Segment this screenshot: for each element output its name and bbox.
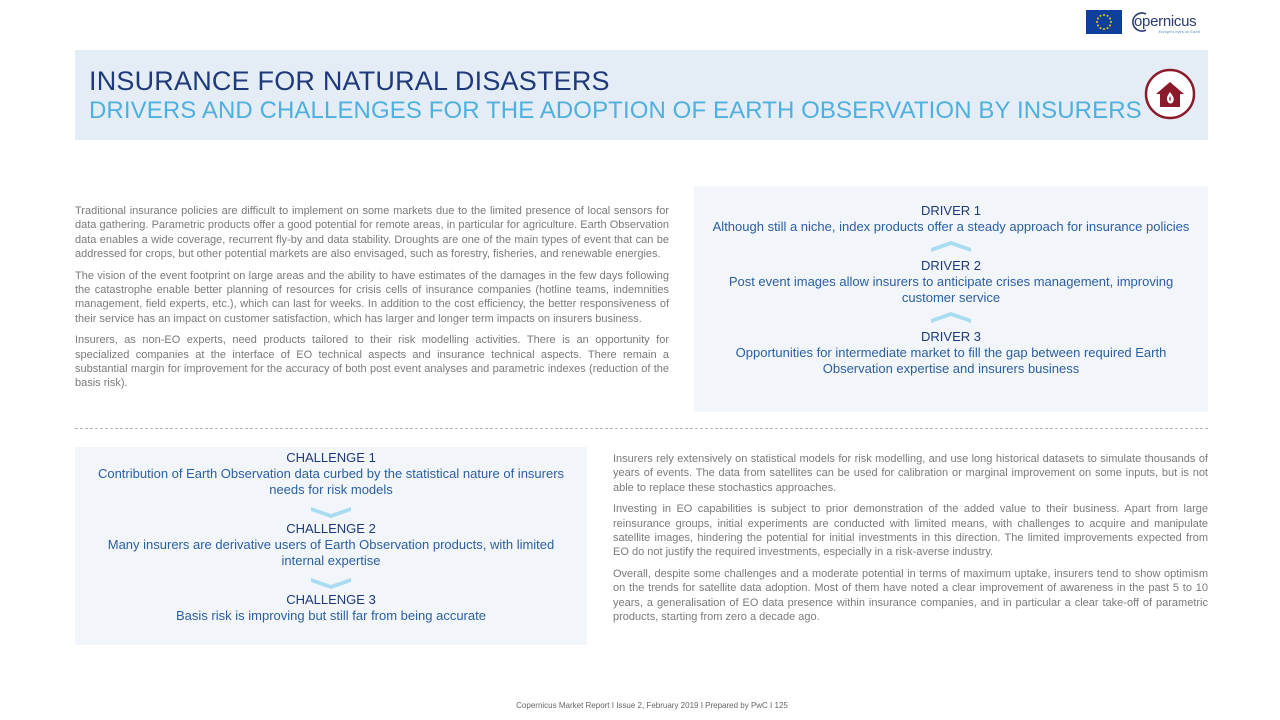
header-band — [75, 50, 1208, 140]
right-text-column — [613, 452, 1208, 631]
page-subtitle: DRIVERS AND CHALLENGES FOR THE ADOPTION OF EARTH OBSERVATION BY INSURERS — [89, 97, 1142, 124]
left-paragraph: The vision of the event footprint on large areas and the ability to have estimates of the damages in the few days following the catastrophe enable better planning of resources for crisis cells of insurance companies (hotline teams, indemnities management, field experts, etc.), which can last for weeks. In addition to the cost efficiency, the better responsiveness of their service has an impact on customer satisfaction, which has larger and longer term impacts on insurers business. — [75, 269, 669, 325]
challenges-box — [75, 447, 587, 645]
driver-1-text: Although still a niche, index products offer a steady approach for insurance policies — [712, 219, 1190, 234]
copernicus-logo — [1130, 9, 1202, 35]
left-paragraph: Insurers, as non-EO experts, need products tailored to their risk modelling activities. There is an opportunity for specialized companies at the interface of EO technical aspects and insurance technical aspects. There remain a substantial margin for improvement for the accuracy of both post event analyses and parametric indexes (reduction of the basis risk). — [75, 334, 669, 390]
challenge-2-heading: CHALLENGE 2 — [286, 521, 376, 536]
logo-group — [1086, 9, 1202, 35]
house-fire-icon — [1144, 68, 1196, 120]
driver-2-text: Post event images allow insurers to anticipate crises management, improving customer service — [728, 274, 1174, 305]
chevron-up-icon — [929, 311, 973, 327]
left-text-column — [75, 204, 669, 398]
page-footer: Copernicus Market Report I Issue 2, February 2019 I Prepared by PwC I 125 — [516, 701, 788, 710]
driver-2-heading: DRIVER 2 — [921, 258, 981, 273]
challenge-3-text: Basis risk is improving but still far from being accurate — [176, 608, 486, 623]
left-paragraph: Traditional insurance policies are difficult to implement on some markets due to the limited presence of local sensors for data gathering. Parametric products offer a good potential for remote areas, in particular for agriculture. Earth Observation data enables a wide coverage, recurrent fly-by and data stability. Droughts are one of the main types of event that can be addressed for crops, but other potential markets are also envisaged, such as forestry, fisheries, and renewable energies. — [75, 205, 669, 261]
driver-3-heading: DRIVER 3 — [921, 329, 981, 344]
challenge-1-heading: CHALLENGE 1 — [286, 450, 376, 465]
right-paragraph: Insurers rely extensively on statistical models for risk modelling, and use long historical datasets to simulate thousands of years of events. The data from satellites can be used for calibration or marginal improvement on some inputs, but is not able to replace these stochastics approaches. — [613, 453, 1208, 494]
right-paragraph: Overall, despite some challenges and a moderate potential in terms of maximum uptake, insurers tend to show optimism on the trends for satellite data adoption. Most of them have noted a clear improvement of awareness in the past 5 to 10 years, a generalisation of EO data presence within insurance companies, and in particular a clear take-off of parametric products, starting from zero a decade ago. — [613, 567, 1208, 624]
driver-1-heading: DRIVER 1 — [921, 203, 981, 218]
drivers-box — [694, 186, 1208, 412]
copernicus-wordmark: opernicus — [1134, 13, 1197, 30]
chevron-down-icon — [309, 503, 353, 519]
chevron-up-icon — [929, 240, 973, 256]
challenge-1-text: Contribution of Earth Observation data curbed by the statistical nature of insurers needs for risk models — [97, 466, 565, 497]
page-title: INSURANCE FOR NATURAL DISASTERS — [89, 66, 610, 96]
section-divider — [75, 428, 1208, 429]
challenge-2-text: Many insurers are derivative users of Earth Observation products, with limited internal expertise — [107, 537, 555, 568]
copernicus-tagline: Europe's eyes on Earth — [1158, 29, 1200, 34]
chevron-down-icon — [309, 574, 353, 590]
eu-flag-icon — [1086, 10, 1122, 34]
challenge-3-heading: CHALLENGE 3 — [286, 592, 376, 607]
driver-3-text: Opportunities for intermediate market to fill the gap between required Earth Observation expertise and insurers business — [735, 345, 1167, 376]
right-paragraph: Investing in EO capabilities is subject to prior demonstration of the added value to their business. Apart from large reinsurance groups, initial experiments are conducted with limited means, with challenges to acquire and manipulate satellite images, hindering the potential for initial investments in this direction. The limited improvements expected from EO do not justify the required investments, especially in a risk-averse industry. — [613, 503, 1208, 559]
